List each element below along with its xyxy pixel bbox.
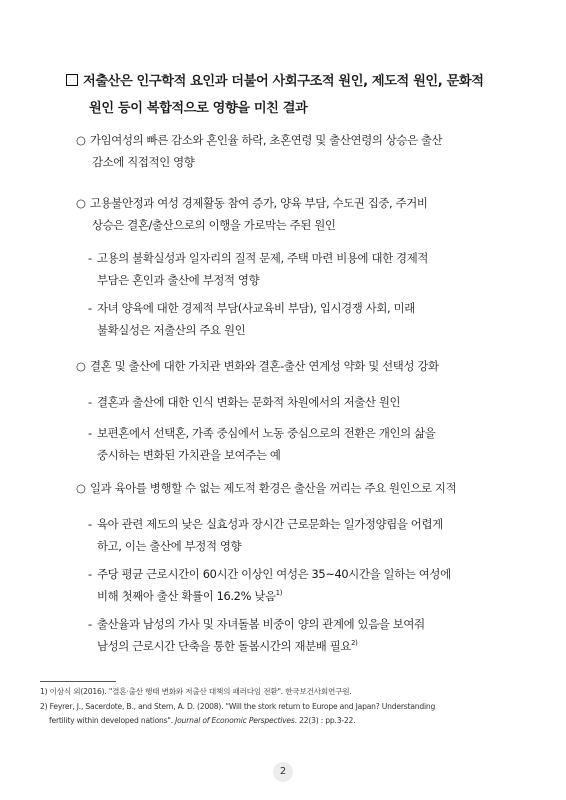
footnote-1: 1) 이삼식 외(2016). "결혼·출산 행태 변화와 저출산 대책의 패러다임 전환". 한국보건사회연구원. [40, 687, 352, 696]
paragraph-2-line-2: 상승은 결혼/출산으로의 이행을 가로막는 주된 원인 [92, 217, 336, 232]
footnote-divider [40, 681, 116, 682]
heading-line-1 [66, 68, 516, 95]
heading-text-2: 원인 등이 복합적으로 영향을 미친 결과 [89, 101, 308, 116]
footnote-ref-2: 2) [351, 638, 358, 647]
page-number: 2 [273, 762, 293, 782]
paragraph-2-sub-1 [88, 248, 516, 291]
sub-line: 불확실성은 저출산의 주요 원인 [97, 322, 246, 337]
paragraph-3 [76, 356, 516, 378]
dash-bullet-icon: - [88, 426, 92, 440]
paragraph-4-sub-2 [88, 564, 516, 607]
paragraph-3-line-1: 결혼 및 출산에 대한 가치관 변화와 결혼-출산 연계성 약화 및 선택성 강화 [90, 359, 439, 373]
sub-line: 주당 평균 근로시간이 60시간 이상인 여성은 35~40시간을 일하는 여성에 [97, 567, 451, 581]
sub-line: 하고, 이는 출산에 부정적 영향 [97, 538, 242, 553]
circle-bullet-icon: ○ [76, 359, 86, 373]
footnote-2-line-1: 2) Feyrer, J., Sacerdote, B., and Stern, A. D. (2008). "Will the stork return to Europe and Japan? Understanding [40, 701, 436, 711]
sub-line: 비해 첫째아 출산 확률이 16.2% 낮음 [97, 588, 276, 603]
paragraph-1 [76, 130, 516, 173]
checkbox-square-icon [66, 74, 78, 86]
paragraph-4-line-1: 일과 육아를 병행할 수 없는 제도적 환경은 출산을 꺼리는 주요 원인으로 지적 [90, 481, 457, 495]
sub-line: 보편혼에서 선택혼, 가족 중심에서 노동 중심으로의 전환은 개인의 삶을 [97, 426, 436, 440]
paragraph-1-line-2: 감소에 직접적인 영향 [92, 154, 195, 169]
sub-line: 중시하는 변화된 가치관을 보여주는 예 [97, 447, 281, 462]
section-heading [66, 68, 516, 122]
sub-line: 고용의 불확실성과 일자리의 질적 문제, 주택 마련 비용에 대한 경제적 [97, 251, 429, 265]
paragraph-3-sub-1 [88, 392, 516, 414]
paragraph-2-line-1: 고용불안정과 여성 경제활동 참여 증가, 양육 부담, 수도권 집중, 주거비 [90, 196, 428, 210]
dash-bullet-icon: - [88, 617, 92, 631]
dash-bullet-icon: - [88, 395, 92, 409]
footnote-2-text-a: fertility within developed nations". [49, 716, 176, 726]
dash-bullet-icon: - [88, 301, 92, 315]
sub-line: 자녀 양육에 대한 경제적 부담(사교육비 부담), 입시경쟁 사회, 미래 [97, 301, 415, 315]
circle-bullet-icon: ○ [76, 481, 86, 495]
paragraph-4-sub-3 [88, 614, 516, 657]
paragraph-3-sub-2 [88, 423, 516, 466]
sub-line: 결혼과 출산에 대한 인식 변화는 문화적 차원에서의 저출산 원인 [97, 395, 401, 409]
sub-line: 부담은 혼인과 출산에 부정적 영향 [97, 272, 260, 287]
paragraph-4-sub-1 [88, 514, 516, 557]
dash-bullet-icon: - [88, 517, 92, 531]
sub-line: 육아 관련 제도의 낮은 실효성과 장시간 근로문화는 일가정양립을 어렵게 [97, 517, 443, 531]
footnote-2-line-2 [40, 714, 530, 729]
sub-line: 출산율과 남성의 가사 및 자녀돌봄 비중이 양의 관계에 있음을 보여줘 [97, 617, 425, 631]
paragraph-2 [76, 193, 516, 236]
paragraph-1-line-1: 가임여성의 빠른 감소와 혼인율 하락, 초혼연령 및 출산연령의 상승은 출산 [90, 133, 443, 147]
footnote-2-text-b: . 22(3) : pp.3-22. [294, 716, 356, 726]
paragraph-4 [76, 478, 516, 500]
dash-bullet-icon: - [88, 251, 92, 265]
circle-bullet-icon: ○ [76, 133, 86, 147]
heading-text-1: 저출산은 인구학적 요인과 더불어 사회구조적 원인, 제도적 원인, 문화적 [83, 74, 484, 89]
footnote-ref-1: 1) [275, 588, 283, 597]
footnotes [40, 685, 530, 729]
circle-bullet-icon: ○ [76, 196, 86, 210]
dash-bullet-icon: - [88, 567, 92, 581]
sub-line: 남성의 근로시간 단축을 통한 돌봄시간의 재분배 필요 [97, 638, 351, 653]
footnote-2-journal: Journal of Economic Perspectives [175, 716, 295, 726]
paragraph-2-sub-2 [88, 298, 516, 341]
